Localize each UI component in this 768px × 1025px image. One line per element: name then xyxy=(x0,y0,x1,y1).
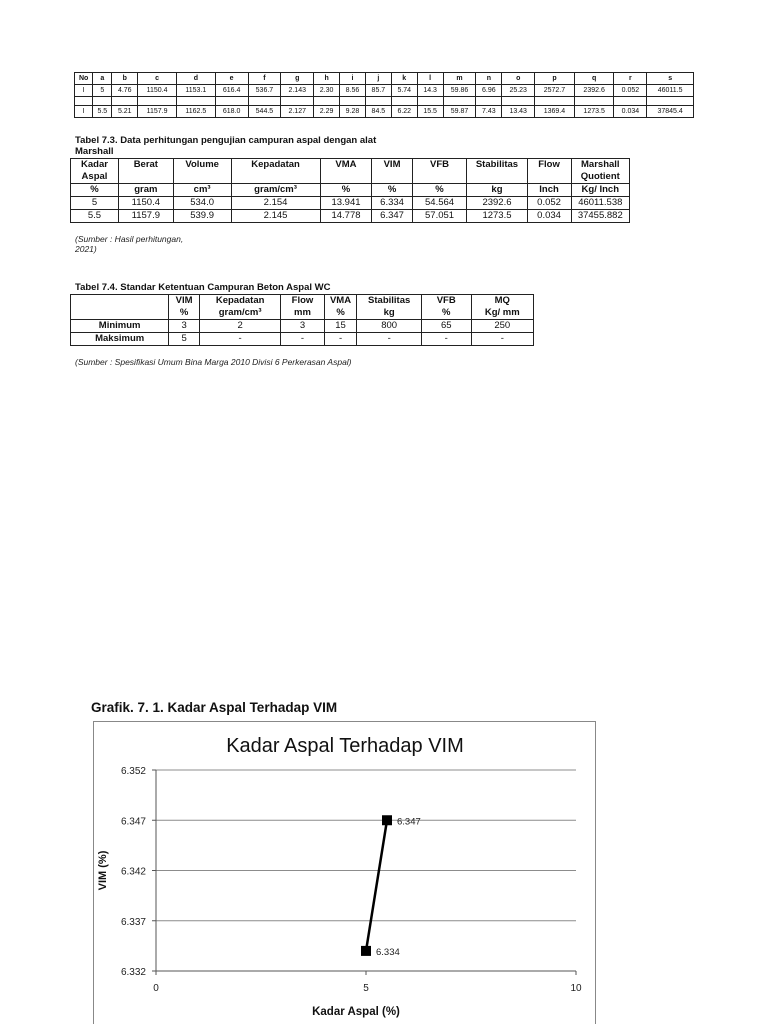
table-73-cell: 1273.5 xyxy=(467,210,527,223)
chart-data-point xyxy=(382,815,392,825)
table-73-header-cell: Flow xyxy=(527,159,571,172)
table-row xyxy=(75,106,694,118)
raw-cell: 25.23 xyxy=(502,85,535,97)
chart-x-tick-label: 10 xyxy=(570,983,582,994)
raw-table-spacer-row xyxy=(75,97,694,106)
table-73-cell: 13.941 xyxy=(320,197,372,210)
table-73-cell: 6.334 xyxy=(372,197,412,210)
raw-table-header-row xyxy=(75,73,694,85)
chart-y-axis-label: VIM (%) xyxy=(97,850,109,891)
table-73-header-cell xyxy=(372,171,412,184)
raw-cell: 616.4 xyxy=(215,85,248,97)
table-73-header-cell xyxy=(231,171,320,184)
raw-cell: 13.43 xyxy=(502,106,535,118)
raw-empty-cell xyxy=(75,97,93,106)
table-73-unit-cell: gram/cm³ xyxy=(231,184,320,197)
table-74-header-row xyxy=(71,295,534,308)
raw-cell: 15.5 xyxy=(417,106,443,118)
table-73-cell: 5 xyxy=(71,197,119,210)
raw-empty-cell xyxy=(614,97,647,106)
chart-y-tick-label: 6.337 xyxy=(120,916,146,928)
table-row xyxy=(71,197,630,210)
raw-empty-cell xyxy=(476,97,502,106)
raw-cell: 2.143 xyxy=(281,85,314,97)
raw-cell: 4.76 xyxy=(112,85,138,97)
table-73-header-cell xyxy=(412,171,467,184)
chart-y-tick-label: 6.347 xyxy=(120,816,146,828)
raw-header-cell: b xyxy=(112,73,138,85)
table-73-cell: 2392.6 xyxy=(467,197,527,210)
vim-chart xyxy=(94,722,597,1025)
table-73-unit-cell: cm³ xyxy=(173,184,231,197)
raw-cell: 37845.4 xyxy=(647,106,694,118)
raw-header-cell: e xyxy=(215,73,248,85)
raw-header-cell: o xyxy=(502,73,535,85)
chart-y-tick-label: 6.332 xyxy=(120,967,146,978)
raw-cell: 7.43 xyxy=(476,106,502,118)
table-73-units-row xyxy=(71,184,630,197)
raw-header-cell: q xyxy=(574,73,614,85)
table-73-header-cell: VIM xyxy=(372,159,412,172)
table-74-caption: Tabel 7.4. Standar Ketentuan Campuran Beton Aspal WC xyxy=(75,282,331,293)
raw-header-cell: c xyxy=(138,73,177,85)
table-73-source-line1: (Sumber : Hasil perhitungan, xyxy=(75,234,184,244)
raw-cell: I xyxy=(75,106,93,118)
table-73-header-cell: Berat xyxy=(118,159,173,172)
raw-empty-cell xyxy=(138,97,177,106)
raw-header-cell: i xyxy=(340,73,366,85)
raw-header-cell: No xyxy=(75,73,93,85)
chart-y-ticks xyxy=(121,766,156,978)
raw-header-cell: n xyxy=(476,73,502,85)
table-74-cell: 2 xyxy=(199,320,280,333)
raw-cell: 5.5 xyxy=(93,106,112,118)
raw-empty-cell xyxy=(443,97,476,106)
raw-data-table xyxy=(74,72,694,118)
raw-cell: 9.28 xyxy=(340,106,366,118)
table-74-cell: 65 xyxy=(421,320,471,333)
raw-cell: 59.87 xyxy=(443,106,476,118)
raw-cell: 85.7 xyxy=(365,85,391,97)
chart-y-tick-label: 6.352 xyxy=(120,766,146,777)
table-74-header-cell: Flow xyxy=(281,295,324,308)
raw-header-cell: d xyxy=(176,73,215,85)
table-row xyxy=(71,320,534,333)
raw-empty-cell xyxy=(314,97,340,106)
table-73-header-cell: VMA xyxy=(320,159,372,172)
raw-header-cell: r xyxy=(614,73,647,85)
table-73-cell: 0.052 xyxy=(527,197,571,210)
table-74-cell: - xyxy=(357,333,421,346)
table-73-cell: 14.778 xyxy=(320,210,372,223)
raw-cell: 1150.4 xyxy=(138,85,177,97)
raw-cell: 2392.6 xyxy=(574,85,614,97)
table-73-unit-cell: % xyxy=(412,184,467,197)
table-74-cell: 5 xyxy=(169,333,200,346)
table-74-cell: Maksimum xyxy=(71,333,169,346)
raw-cell: 1157.9 xyxy=(138,106,177,118)
table-74-unit-cell: % xyxy=(421,307,471,320)
table-74-unit-cell: kg xyxy=(357,307,421,320)
table-73-header-cell xyxy=(320,171,372,184)
table-73-header-cell xyxy=(467,171,527,184)
table-74-units-row xyxy=(71,307,534,320)
raw-header-cell: j xyxy=(365,73,391,85)
raw-header-cell: l xyxy=(417,73,443,85)
raw-header-cell: g xyxy=(281,73,314,85)
table-74-header-cell xyxy=(71,295,169,308)
table-73-caption xyxy=(75,135,376,157)
table-73-cell: 46011.538 xyxy=(571,197,629,210)
table-74-body xyxy=(71,320,534,346)
table-74-cell: 3 xyxy=(169,320,200,333)
raw-header-cell: s xyxy=(647,73,694,85)
table-73-cell: 37455.882 xyxy=(571,210,629,223)
table-74-cell: - xyxy=(199,333,280,346)
chart-data-point xyxy=(361,946,371,956)
table-74-unit-cell: gram/cm³ xyxy=(199,307,280,320)
raw-cell: 536.7 xyxy=(248,85,281,97)
table-73-header-cell: Kepadatan xyxy=(231,159,320,172)
table-73-cell: 0.034 xyxy=(527,210,571,223)
raw-cell: 2.127 xyxy=(281,106,314,118)
table-73-header-cell: VFB xyxy=(412,159,467,172)
raw-cell: 6.22 xyxy=(391,106,417,118)
raw-empty-cell xyxy=(365,97,391,106)
table-74-cell: - xyxy=(324,333,357,346)
table-73-header-cell xyxy=(173,171,231,184)
chart-y-tick-label: 6.342 xyxy=(120,866,146,878)
raw-header-cell: f xyxy=(248,73,281,85)
table-73-cell: 539.9 xyxy=(173,210,231,223)
raw-empty-cell xyxy=(535,97,575,106)
table-73-caption-line2: Marshall xyxy=(75,146,114,157)
table-73-header-cell xyxy=(527,171,571,184)
chart-x-tick-label: 5 xyxy=(363,983,369,994)
table-73-unit-cell: kg xyxy=(467,184,527,197)
chart-data-label: 6.334 xyxy=(376,946,400,958)
raw-empty-cell xyxy=(176,97,215,106)
raw-empty-cell xyxy=(502,97,535,106)
raw-cell: 59.86 xyxy=(443,85,476,97)
table-row xyxy=(71,210,630,223)
table-74-cell: Minimum xyxy=(71,320,169,333)
table-row xyxy=(75,85,694,97)
raw-cell: 5 xyxy=(93,85,112,97)
raw-cell: 544.5 xyxy=(248,106,281,118)
raw-cell: 0.052 xyxy=(614,85,647,97)
table-row xyxy=(71,333,534,346)
chart-series xyxy=(361,815,421,958)
raw-empty-cell xyxy=(340,97,366,106)
table-73-header-row-2 xyxy=(71,171,630,184)
table-73-cell: 1150.4 xyxy=(118,197,173,210)
table-74-header-cell: VIM xyxy=(169,295,200,308)
raw-header-cell: k xyxy=(391,73,417,85)
raw-cell: 5.21 xyxy=(112,106,138,118)
chart-caption: Grafik. 7. 1. Kadar Aspal Terhadap VIM xyxy=(91,700,338,715)
chart-x-tick-label: 0 xyxy=(153,983,159,994)
table-73-cell: 6.347 xyxy=(372,210,412,223)
raw-cell: 1162.5 xyxy=(176,106,215,118)
raw-header-cell: p xyxy=(535,73,575,85)
raw-cell: 2572.7 xyxy=(535,85,575,97)
table-73-cell: 2.154 xyxy=(231,197,320,210)
table-74-cell: 800 xyxy=(357,320,421,333)
raw-table-body xyxy=(75,85,694,118)
raw-empty-cell xyxy=(391,97,417,106)
raw-cell: 618.0 xyxy=(215,106,248,118)
raw-cell: 2.30 xyxy=(314,85,340,97)
table-74-header-cell: VMA xyxy=(324,295,357,308)
raw-cell: 1153.1 xyxy=(176,85,215,97)
table-74-unit-cell: % xyxy=(324,307,357,320)
table-73-source xyxy=(75,234,183,254)
table-73-header-cell: Aspal xyxy=(71,171,119,184)
raw-empty-cell xyxy=(112,97,138,106)
raw-empty-cell xyxy=(215,97,248,106)
raw-cell: 1273.5 xyxy=(574,106,614,118)
table-74-header-cell: Kepadatan xyxy=(199,295,280,308)
raw-cell: 1369.4 xyxy=(535,106,575,118)
raw-header-cell: m xyxy=(443,73,476,85)
table-74-header-cell: VFB xyxy=(421,295,471,308)
table-74-cell: - xyxy=(421,333,471,346)
table-73-body xyxy=(71,197,630,223)
table-73-cell: 57.051 xyxy=(412,210,467,223)
chart-series-line xyxy=(366,820,387,951)
table-73-source-line2: 2021) xyxy=(75,244,97,254)
raw-cell: 84.5 xyxy=(365,106,391,118)
table-73-unit-cell: % xyxy=(320,184,372,197)
raw-empty-cell xyxy=(417,97,443,106)
table-74-cell: 3 xyxy=(281,320,324,333)
table-73-unit-cell: % xyxy=(372,184,412,197)
table-73 xyxy=(70,158,630,223)
table-73-header-cell: Stabilitas xyxy=(467,159,527,172)
table-74-unit-cell: Kg/ mm xyxy=(471,307,533,320)
table-73-unit-cell: gram xyxy=(118,184,173,197)
table-74-unit-cell: mm xyxy=(281,307,324,320)
raw-cell: I xyxy=(75,85,93,97)
chart-x-ticks xyxy=(153,971,582,994)
raw-empty-cell xyxy=(281,97,314,106)
table-73-header-cell: Kadar xyxy=(71,159,119,172)
table-74-cell: 250 xyxy=(471,320,533,333)
table-73-header-cell: Marshall xyxy=(571,159,629,172)
table-73-cell: 534.0 xyxy=(173,197,231,210)
raw-cell: 6.96 xyxy=(476,85,502,97)
table-73-cell: 1157.9 xyxy=(118,210,173,223)
table-73-caption-line1: Tabel 7.3. Data perhitungan pengujian campuran aspal dengan alat xyxy=(75,135,377,146)
raw-cell: 8.56 xyxy=(340,85,366,97)
table-73-header-cell xyxy=(118,171,173,184)
raw-cell: 0.034 xyxy=(614,106,647,118)
table-73-cell: 5.5 xyxy=(71,210,119,223)
raw-empty-cell xyxy=(93,97,112,106)
table-73-header-cell: Volume xyxy=(173,159,231,172)
table-74-unit-cell xyxy=(71,307,169,320)
raw-empty-cell xyxy=(248,97,281,106)
raw-cell: 14.3 xyxy=(417,85,443,97)
raw-empty-cell xyxy=(647,97,694,106)
chart-x-axis-label: Kadar Aspal (%) xyxy=(312,1006,400,1018)
chart-data-label: 6.347 xyxy=(397,816,421,828)
table-73-unit-cell: % xyxy=(71,184,119,197)
chart-frame xyxy=(93,721,596,1024)
table-74-source: (Sumber : Spesifikasi Umum Bina Marga 2010 Divisi 6 Perkerasan Aspal) xyxy=(75,357,352,367)
table-73-unit-cell: Inch xyxy=(527,184,571,197)
table-73-cell: 54.564 xyxy=(412,197,467,210)
table-74-cell: 15 xyxy=(324,320,357,333)
table-74-unit-cell: % xyxy=(169,307,200,320)
table-74-cell: - xyxy=(471,333,533,346)
raw-cell: 5.74 xyxy=(391,85,417,97)
table-74 xyxy=(70,294,534,346)
raw-cell: 46011.5 xyxy=(647,85,694,97)
chart-title: Kadar Aspal Terhadap VIM xyxy=(226,735,464,757)
table-74-cell: - xyxy=(281,333,324,346)
chart-gridlines xyxy=(156,770,576,971)
table-73-cell: 2.145 xyxy=(231,210,320,223)
table-74-header-cell: Stabilitas xyxy=(357,295,421,308)
raw-header-cell: h xyxy=(314,73,340,85)
raw-header-cell: a xyxy=(93,73,112,85)
table-73-header-row xyxy=(71,159,630,172)
table-73-unit-cell: Kg/ Inch xyxy=(571,184,629,197)
raw-empty-cell xyxy=(574,97,614,106)
table-74-header-cell: MQ xyxy=(471,295,533,308)
raw-cell: 2.29 xyxy=(314,106,340,118)
table-73-header-cell: Quotient xyxy=(571,171,629,184)
